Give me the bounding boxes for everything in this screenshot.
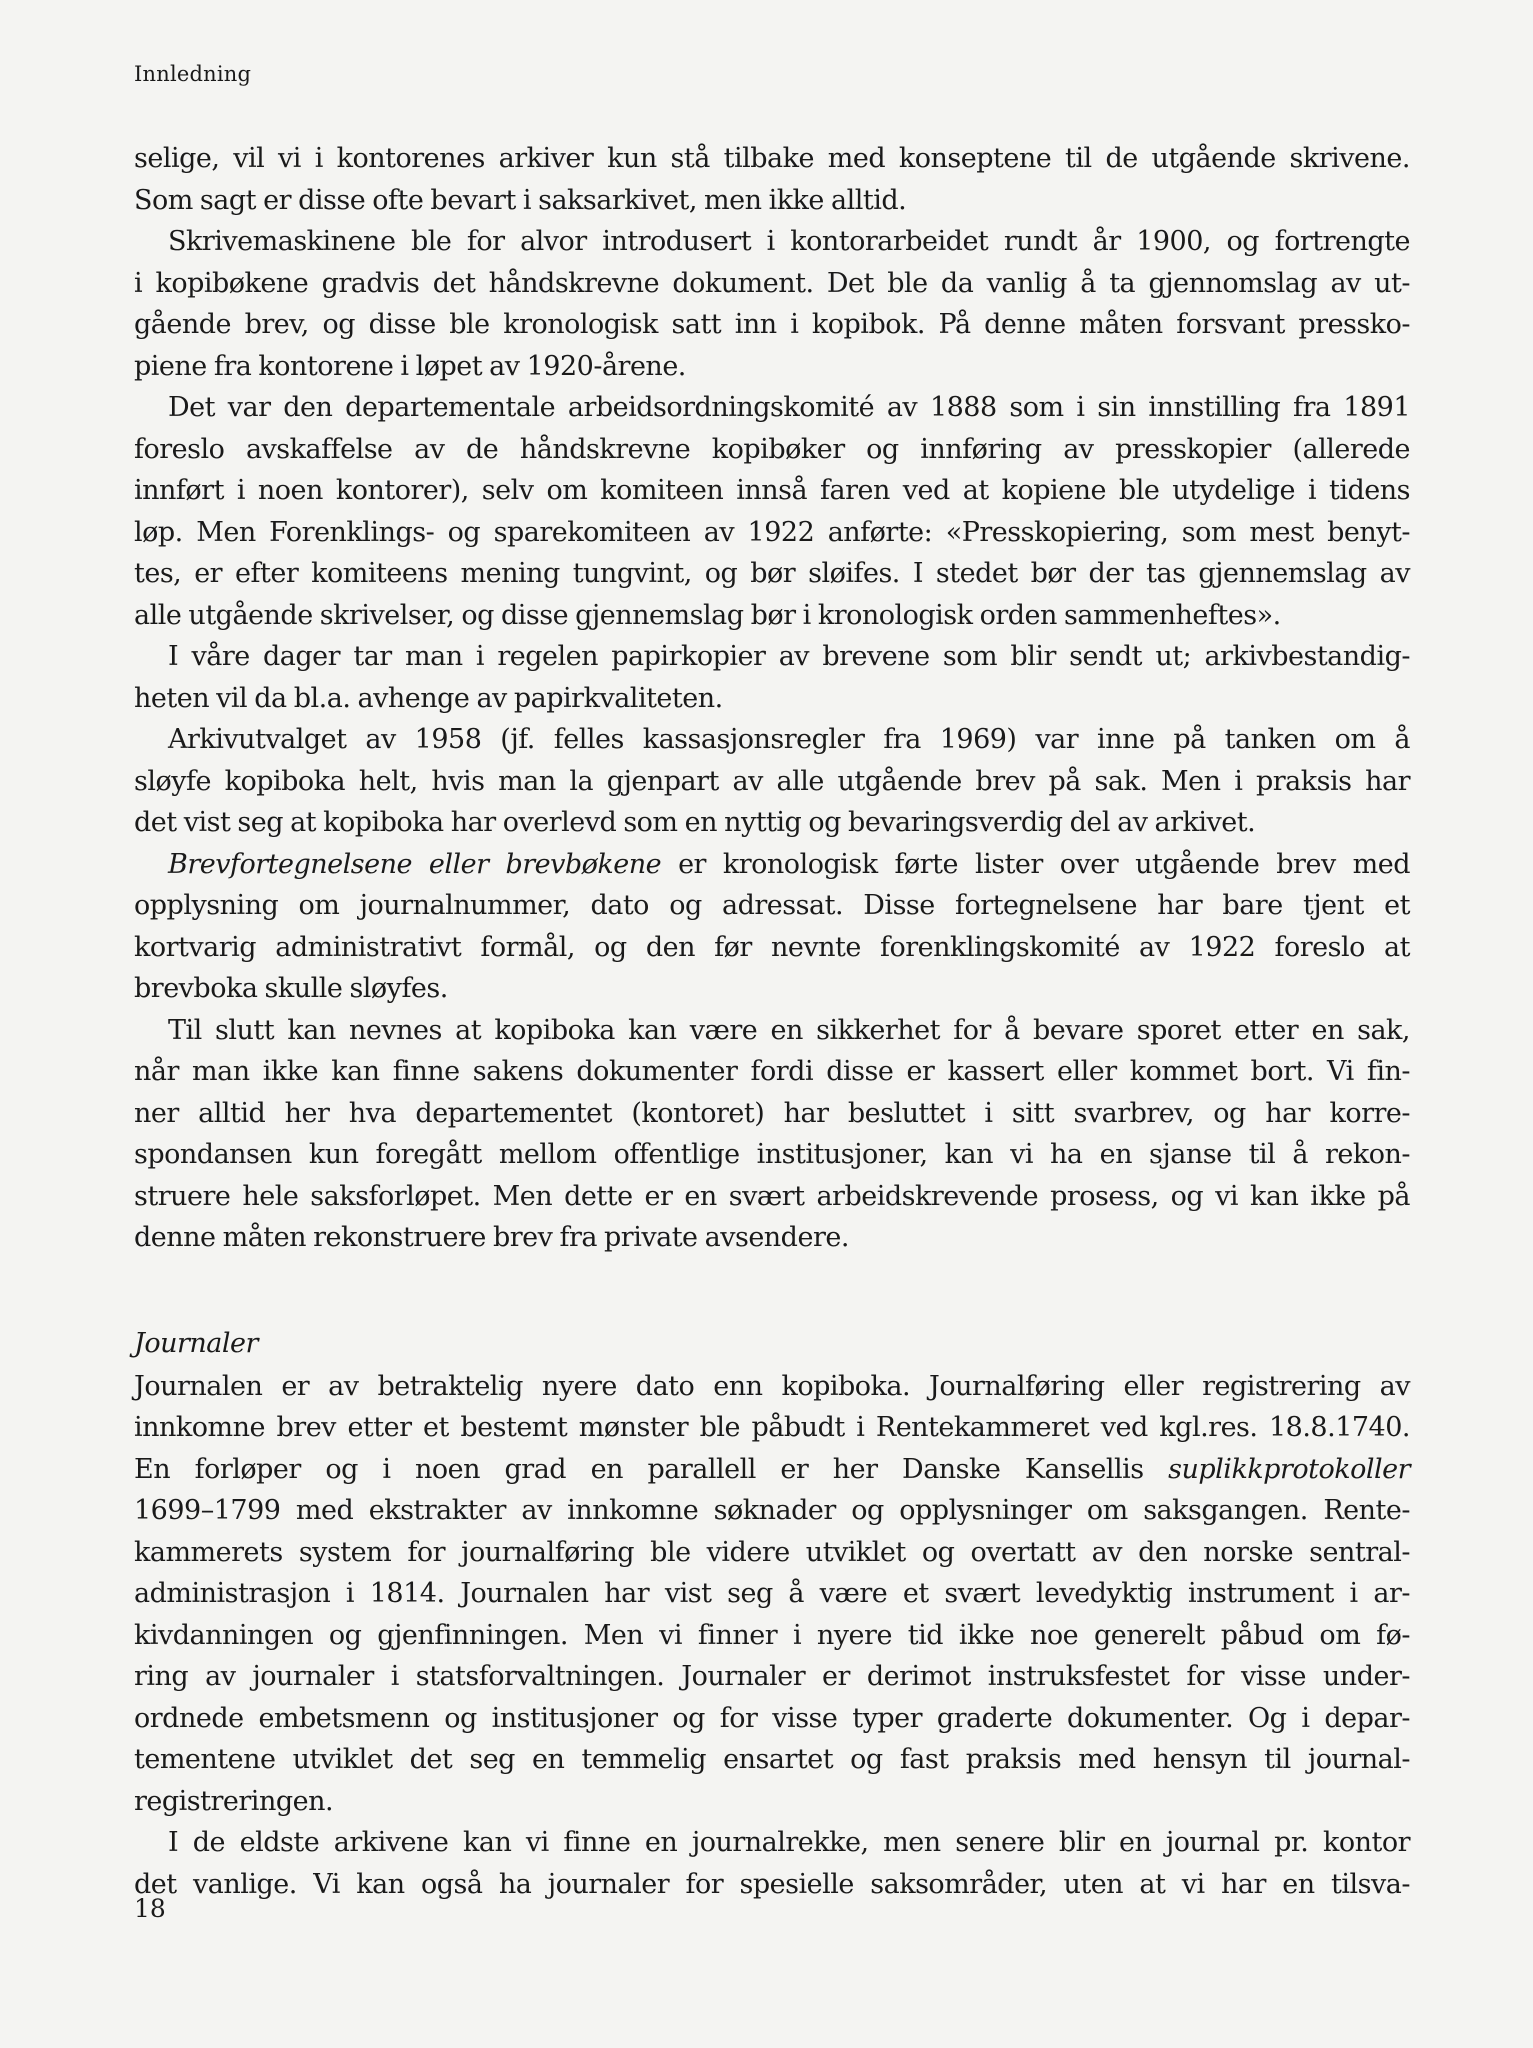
italic-term: suplikkprotokoller xyxy=(1168,1453,1410,1485)
text-line: Arkivutvalget av 1958 (jf. felles kassasjonsregler fra 1969) var inne på tanken om å xyxy=(168,724,1410,755)
text-line: selige, vil vi i kontorenes arkiver kun stå tilbake med konseptene til de utgående skrivene. xyxy=(134,143,1410,174)
text-line: kivdanningen og gjenfinningen. Men vi finner i nyere tid ikke noe generelt påbud om fø- xyxy=(134,1619,1410,1651)
line-continuation: er kronologisk førte lister over utgående brev med xyxy=(661,848,1410,880)
text-line: administrasjon i 1814. Journalen har vist seg å være et svært levedyktig instrument i ar- xyxy=(134,1578,1410,1609)
text-line: det vist seg at kopiboka har overlevd som en nyttig og bevaringsverdig del av arkivet. xyxy=(134,807,1256,838)
text-line: gående brev, og disse ble kronologisk satt inn i kopibok. På denne måten forsvant pressko- xyxy=(134,309,1410,340)
text-line xyxy=(134,844,1410,886)
text-line: innkomne brev etter et bestemt mønster ble påbudt i Rentekammeret ved kgl.res. 18.8.1740. xyxy=(134,1412,1410,1443)
text-line: Det var den departementale arbeidsordningskomité av 1888 som i sin innstilling fra 1891 xyxy=(168,392,1410,423)
text-line: i kopibøkene gradvis det håndskrevne dokument. Det ble da vanlig å ta gjennomslag av ut- xyxy=(134,267,1410,299)
text-line: tes, er efter komiteens mening tungvint, og bør sløifes. I stedet bør der tas gjennemslag av xyxy=(134,558,1410,589)
text-line: ner alltid her hva departementet (kontoret) har besluttet i sitt svarbrev, og har korre- xyxy=(134,1097,1410,1129)
text-line: struere hele saksforløpet. Men dette er en svært arbeidskrevende prosess, og vi kan ikke på xyxy=(134,1180,1410,1212)
text-line: løp. Men Forenklings- og sparekomiteen av 1922 anførte: «Presskopiering, som mest benyt- xyxy=(134,516,1410,548)
body-text xyxy=(134,138,1410,1905)
text-line: alle utgående skrivelser, og disse gjennemslag bør i kronologisk orden sammenheftes». xyxy=(134,599,1281,631)
text-line: spondansen kun foregått mellom offentlige institusjoner, kan vi ha en sjanse til å rekon- xyxy=(134,1139,1410,1170)
text-line: ordnede embetsmenn og institusjoner og for visse typer graderte dokumenter. Og i depar- xyxy=(134,1702,1410,1734)
line-start: En forløper og i noen grad en parallell er her Danske Kansellis xyxy=(134,1453,1169,1485)
text-line: I våre dager tar man i regelen papirkopier av brevene som blir sendt ut; arkivbestandig- xyxy=(168,641,1410,672)
text-line: det vanlige. Vi kan også ha journaler for spesielle saksområder, uten at vi har en tilsva- xyxy=(134,1868,1410,1900)
text-line: når man ikke kan finne sakens dokumenter fordi disse er kassert eller kommet bort. Vi fin- xyxy=(134,1056,1410,1087)
text-line: Til slutt kan nevnes at kopiboka kan være en sikkerhet for å bevare sporet etter en sak, xyxy=(168,1014,1410,1046)
italic-term: Brevfortegnelsene eller brevbøkene xyxy=(168,848,662,880)
text-line: ring av journaler i statsforvaltningen. Journaler er derimot instruksfestet for visse under- xyxy=(134,1661,1410,1692)
text-line: opplysning om journalnummer, dato og adressat. Disse fortegnelsene har bare tjent et xyxy=(134,890,1410,921)
text-line: registreringen. xyxy=(134,1785,334,1817)
running-head: Innledning xyxy=(134,62,252,86)
text-line: tementene utviklet det seg en temmelig ensartet og fast praksis med hensyn til journal- xyxy=(134,1744,1410,1775)
text-line: kammerets system for journalføring ble videre utviklet og overtatt av den norske sentral- xyxy=(134,1536,1410,1568)
text-line: heten vil da bl.a. avhenge av papirkvaliteten. xyxy=(134,682,723,714)
text-line: innført i noen kontorer), selv om komiteen innså faren ved at kopiene ble utydelige i tidens xyxy=(134,475,1410,506)
section-spacer xyxy=(134,1259,1410,1321)
text-line: Skrivemaskinene ble for alvor introdusert i kontorarbeidet rundt år 1900, og fortrengte xyxy=(168,226,1410,257)
text-line: brevboka skulle sløyfes. xyxy=(134,973,448,1004)
section-heading: Journaler xyxy=(134,1327,258,1359)
text-line: Som sagt er disse ofte bevart i saksarkivet, men ikke alltid. xyxy=(134,184,907,216)
text-line: sløyfe kopiboka helt, hvis man la gjenpart av alle utgående brev på sak. Men i praksis har xyxy=(134,765,1410,797)
text-line: kortvarig administrativt formål, og den før nevnte forenklingskomité av 1922 foreslo at xyxy=(134,931,1410,963)
text-line: piene fra kontorene i løpet av 1920-årene. xyxy=(134,350,686,382)
page-number: 18 xyxy=(134,1894,166,1923)
text-line xyxy=(134,1449,1410,1491)
text-line: I de eldste arkivene kan vi finne en journalrekke, men senere blir en journal pr. kontor xyxy=(168,1827,1410,1858)
text-line: 1699–1799 med ekstrakter av innkomne søknader og opplysninger om saksgangen. Rente- xyxy=(134,1495,1410,1526)
text-line: foreslo avskaffelse av de håndskrevne kopibøker og innføring av presskopier (allerede xyxy=(134,433,1410,465)
text-line: denne måten rekonstruere brev fra private avsendere. xyxy=(134,1222,849,1253)
text-line: Journalen er av betraktelig nyere dato enn kopiboka. Journalføring eller registrering av xyxy=(134,1370,1410,1402)
